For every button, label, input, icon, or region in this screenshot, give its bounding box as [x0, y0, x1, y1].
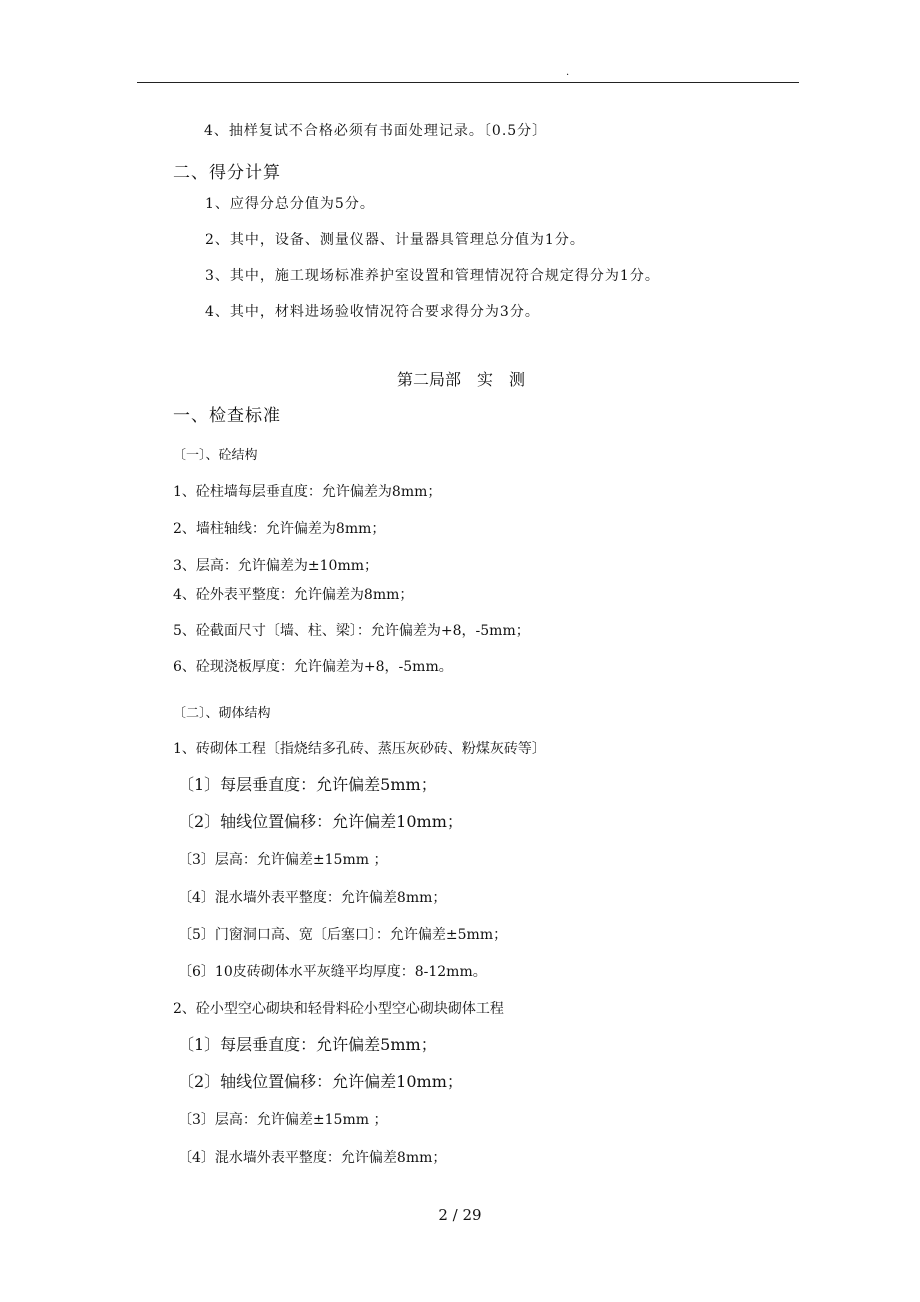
- text-line-sampling-retest: 4、抽样复试不合格必须有书面处理记录。〔0.5分〕: [204, 123, 548, 139]
- text-line-concrete-6: 6、砼现浇板厚度：允许偏差为+8，-5mm。: [173, 659, 453, 675]
- subheading-concrete-structure: 〔一〕、砼结构: [173, 448, 258, 463]
- header-rule: [137, 82, 799, 83]
- text-line-block-4: 〔4〕混水墙外表平整度：允许偏差8mm；: [178, 1150, 447, 1166]
- text-line-brick-4: 〔4〕混水墙外表平整度：允许偏差8mm；: [178, 890, 447, 906]
- text-line-block-masonry: 2、砼小型空心砌块和轻骨料砼小型空心砌块砌体工程: [173, 1001, 504, 1017]
- text-line-concrete-3: 3、层高：允许偏差为±10mm；: [173, 558, 379, 574]
- text-line-brick-3: 〔3〕层高：允许偏差±15mm ；: [178, 852, 388, 868]
- text-line-brick-masonry: 1、砖砌体工程〔指烧结多孔砖、蒸压灰砂砖、粉煤灰砖等〕: [173, 741, 546, 757]
- page-number: 2 / 29: [438, 1206, 482, 1224]
- text-line-block-3: 〔3〕层高：允许偏差±15mm ；: [178, 1112, 388, 1128]
- text-line-brick-6: 〔6〕10皮砖砌体水平灰缝平均厚度：8-12mm。: [178, 964, 487, 980]
- text-line-concrete-5: 5、砼截面尺寸〔墙、柱、梁〕：允许偏差为+8，-5mm；: [173, 623, 530, 639]
- text-line-block-1: 〔1〕每层垂直度：允许偏差5mm；: [178, 1035, 437, 1054]
- text-line-brick-5: 〔5〕门窗洞口高、宽〔后塞口〕：允许偏差±5mm；: [178, 927, 508, 943]
- header-mark: .: [566, 67, 570, 78]
- text-line-equipment-score: 2、其中，设备、测量仪器、计量器具管理总分值为1分。: [205, 232, 585, 248]
- section-title-measurement: 第二局部 实 测: [397, 370, 526, 389]
- text-line-curing-room-score: 3、其中，施工现场标准养护室设置和管理情况符合规定得分为1分。: [205, 268, 660, 284]
- subheading-masonry-structure: 〔二〕、砌体结构: [173, 706, 271, 721]
- text-line-brick-1: 〔1〕每层垂直度：允许偏差5mm；: [178, 775, 437, 794]
- text-line-total-score: 1、应得分总分值为5分。: [205, 196, 375, 212]
- heading-score-calculation: 二、得分计算: [173, 163, 281, 183]
- heading-inspection-standard: 一、检查标准: [173, 406, 281, 426]
- text-line-material-score: 4、其中，材料进场验收情况符合要求得分为3分。: [205, 304, 540, 320]
- text-line-brick-2: 〔2〕轴线位置偏移：允许偏差10mm；: [178, 812, 463, 831]
- text-line-concrete-2: 2、墙柱轴线：允许偏差为8mm；: [173, 521, 386, 537]
- text-line-concrete-4: 4、砼外表平整度：允许偏差为8mm；: [173, 587, 414, 603]
- text-line-block-2: 〔2〕轴线位置偏移：允许偏差10mm；: [178, 1072, 463, 1091]
- text-line-concrete-1: 1、砼柱墙每层垂直度：允许偏差为8mm；: [173, 484, 442, 500]
